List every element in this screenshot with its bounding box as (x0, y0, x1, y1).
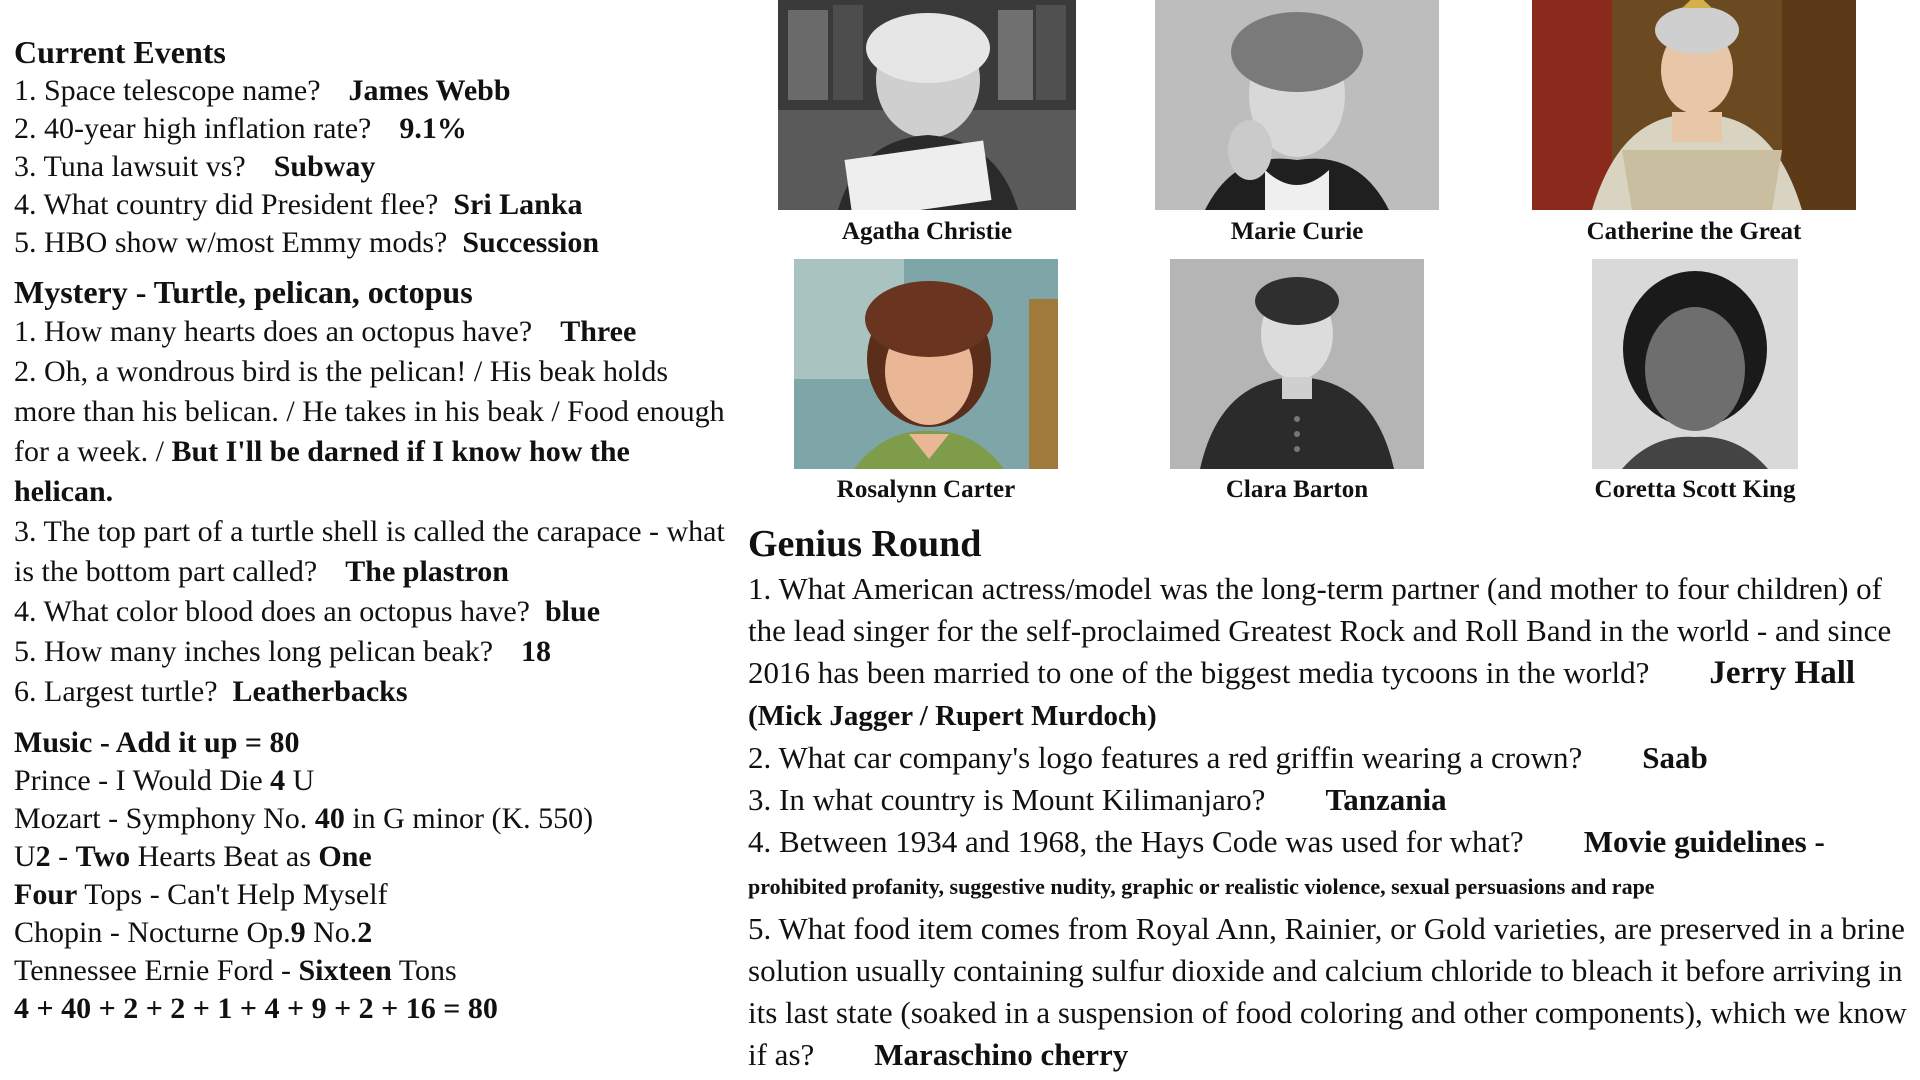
portrait-image (1170, 259, 1424, 469)
genius-round (748, 520, 1918, 1076)
music-sum: 4 + 40 + 2 + 2 + 1 + 4 + 9 + 2 + 16 = 80 (14, 992, 498, 1025)
mystery-title: Mystery - Turtle, pelican, octopus (14, 274, 473, 310)
portrait-clara-barton (1170, 259, 1424, 469)
caption-catherine-the-great: Catherine the Great (1586, 218, 1802, 245)
current-events-item-5: 5. HBO show w/most Emmy mods? Succession (14, 226, 600, 259)
portrait-image (1155, 0, 1439, 210)
music-song-1: Prince - I Would Die 4 U (14, 764, 315, 797)
music-song-2: Mozart - Symphony No. 40 in G minor (K. 550) (14, 802, 594, 835)
current-events-item-4: 4. What country did President flee? Sri Lanka (14, 188, 583, 221)
portrait-rosalynn-carter (794, 259, 1058, 469)
left-column (14, 32, 726, 1028)
genius-q2: 2. What car company's logo features a red griffin wearing a crown? Saab (748, 740, 1708, 775)
portrait-image (794, 259, 1058, 469)
current-events-item-2: 2. 40-year high inflation rate? 9.1% (14, 112, 467, 145)
mystery-q1: 1. How many hearts does an octopus have? Three (14, 315, 637, 348)
genius-round-title: Genius Round (748, 523, 982, 565)
caption-marie-curie: Marie Curie (1230, 218, 1364, 245)
caption-rosalynn-carter: Rosalynn Carter (836, 476, 1016, 503)
caption-agatha-christie: Agatha Christie (841, 218, 1013, 245)
mystery-q5: 5. How many inches long pelican beak? 18 (14, 635, 552, 668)
portrait-image (1592, 259, 1798, 469)
music-song-3: U2 - Two Hearts Beat as One (14, 840, 372, 873)
music-song-5: Chopin - Nocturne Op.9 No.2 (14, 916, 373, 949)
genius-q4: 4. Between 1934 and 1968, the Hays Code was used for what? Movie guidelines - prohibited profanity, suggestive nudity, graphic or realistic violence, sexual persuasions and rape (748, 824, 1825, 899)
portrait-marie-curie (1155, 0, 1439, 210)
music-song-4: Four Tops - Can't Help Myself (14, 878, 388, 911)
mystery-q3: 3. The top part of a turtle shell is called the carapace - what is the bottom part called? The plastron (14, 515, 725, 588)
mystery-q6: 6. Largest turtle? Leatherbacks (14, 675, 408, 708)
genius-q1: 1. What American actress/model was the long-term partner (and mother to four children) of the lead singer for the self-proclaimed Greatest Rock and Roll Band in the world - and since 2016 has been married to one of the biggest media tycoons in the world? Jerry Hall (Mick Jagger / Rupert Murdoch) (748, 571, 1892, 732)
caption-clara-barton: Clara Barton (1225, 476, 1369, 503)
genius-q5: 5. What food item comes from Royal Ann, Rainier, or Gold varieties, are preserved in a brine solution usually containing sulfur dioxide and calcium chloride to bleach it before arriving in its last state (soaked in a suspension of food coloring and other components), which we know if as? Maraschino cherry (748, 911, 1907, 1072)
portrait-image (1532, 0, 1856, 210)
portrait-image (778, 0, 1076, 210)
portrait-agatha-christie (778, 0, 1076, 210)
mystery-q4: 4. What color blood does an octopus have? blue (14, 595, 601, 628)
music-song-6: Tennessee Ernie Ford - Sixteen Tons (14, 954, 457, 987)
portrait-coretta-scott-king (1592, 259, 1798, 469)
genius-q3: 3. In what country is Mount Kilimanjaro? Tanzania (748, 782, 1447, 817)
current-events-item-3: 3. Tuna lawsuit vs? Subway (14, 150, 376, 183)
mystery-q2: 2. Oh, a wondrous bird is the pelican! / His beak holds more than his belican. / He takes in his beak / Food enough for a week. / But I'll be darned if I know how the helican. (14, 355, 725, 508)
music-title: Music - Add it up = 80 (14, 726, 300, 759)
current-events-item-1: 1. Space telescope name? James Webb (14, 74, 511, 107)
portrait-catherine-the-great (1532, 0, 1856, 210)
caption-coretta-scott-king: Coretta Scott King (1594, 476, 1796, 503)
current-events-title: Current Events (14, 34, 226, 70)
